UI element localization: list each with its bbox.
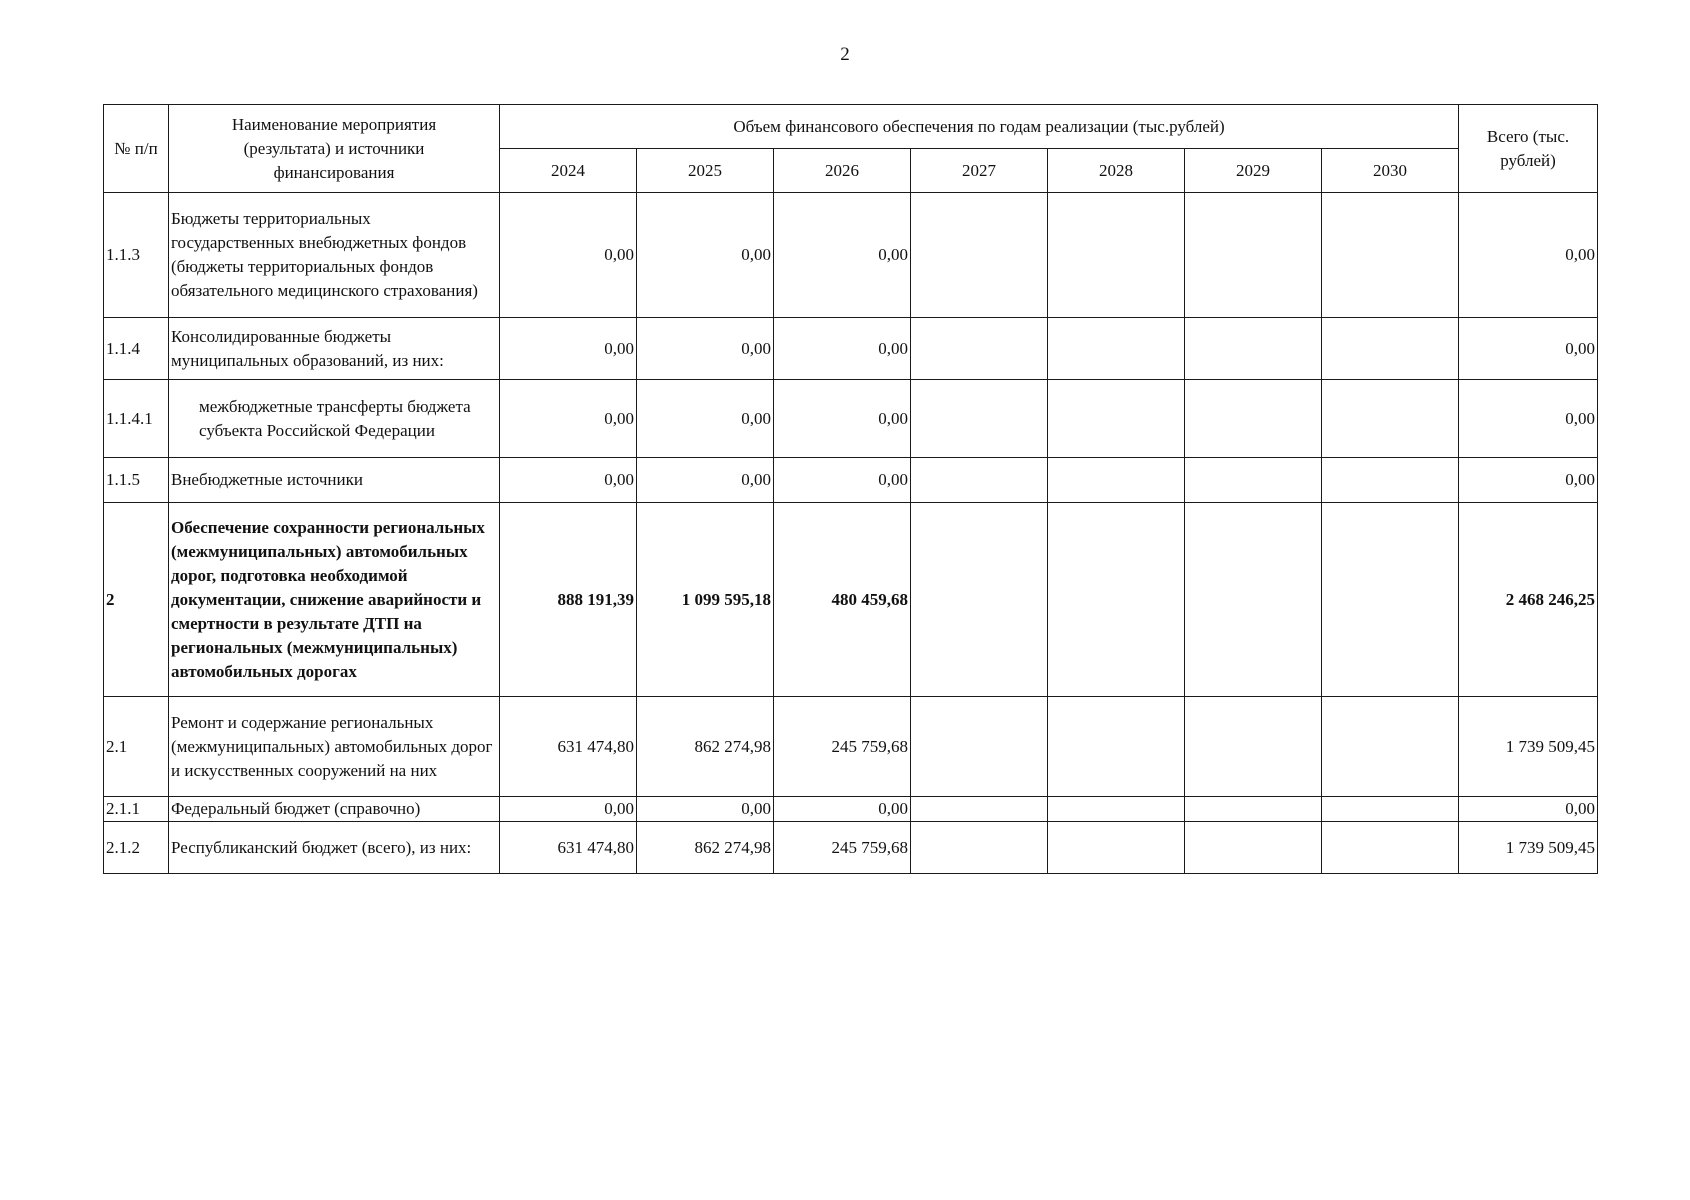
table-row [104, 193, 1598, 318]
row-number: 2.1.1 [104, 797, 169, 822]
row-value-2028 [1048, 503, 1185, 697]
row-value-2029 [1185, 458, 1322, 503]
row-value-2027 [911, 503, 1048, 697]
row-value-2024: 631 474,80 [500, 697, 637, 797]
row-value-2028 [1048, 697, 1185, 797]
row-name: Республиканский бюджет (всего), из них: [169, 822, 500, 874]
row-value-2029 [1185, 822, 1322, 874]
header-year: 2029 [1185, 149, 1322, 193]
header-volume: Объем финансового обеспечения по годам реализации (тыс.рублей) [500, 105, 1459, 149]
row-number: 2.1.2 [104, 822, 169, 874]
row-value-2030 [1322, 797, 1459, 822]
row-value-2030 [1322, 697, 1459, 797]
row-value-2027 [911, 822, 1048, 874]
row-value-2025: 0,00 [637, 193, 774, 318]
row-value-2025: 862 274,98 [637, 822, 774, 874]
table-row [104, 797, 1598, 822]
row-value-2027 [911, 458, 1048, 503]
header-year: 2025 [637, 149, 774, 193]
row-total: 1 739 509,45 [1459, 822, 1598, 874]
table-row [104, 458, 1598, 503]
row-value-2025: 0,00 [637, 458, 774, 503]
row-value-2028 [1048, 822, 1185, 874]
row-value-2028 [1048, 797, 1185, 822]
row-value-2024: 0,00 [500, 797, 637, 822]
row-name: межбюджетные трансферты бюджета субъекта Российской Федерации [169, 380, 500, 458]
row-number: 2 [104, 503, 169, 697]
row-value-2027 [911, 380, 1048, 458]
row-number: 2.1 [104, 697, 169, 797]
table-header [104, 105, 1598, 193]
row-value-2029 [1185, 193, 1322, 318]
row-value-2030 [1322, 380, 1459, 458]
row-number: 1.1.5 [104, 458, 169, 503]
row-value-2030 [1322, 193, 1459, 318]
page-number: 2 [840, 44, 850, 65]
header-total: Всего (тыс. рублей) [1459, 105, 1598, 193]
row-name: Обеспечение сохранности региональных (межмуниципальных) автомобильных дорог, подготовка необходимой документации, снижение аварийности и смертности в результате ДТП на региональных (межмуниципальных) автомобильных дорогах [169, 503, 500, 697]
row-value-2025: 1 099 595,18 [637, 503, 774, 697]
row-value-2029 [1185, 697, 1322, 797]
row-total: 0,00 [1459, 193, 1598, 318]
row-value-2028 [1048, 193, 1185, 318]
header-name: Наименование мероприятия (результата) и источники финансирования [169, 105, 500, 193]
header-year: 2024 [500, 149, 637, 193]
row-name: Ремонт и содержание региональных (межмуниципальных) автомобильных дорог и искусственных сооружений на них [169, 697, 500, 797]
row-name: Консолидированные бюджеты муниципальных образований, из них: [169, 318, 500, 380]
row-value-2024: 0,00 [500, 380, 637, 458]
row-name: Бюджеты территориальных государственных внебюджетных фондов (бюджеты территориальных фондов обязательного медицинского страхования) [169, 193, 500, 318]
row-total: 1 739 509,45 [1459, 697, 1598, 797]
row-value-2029 [1185, 797, 1322, 822]
row-value-2024: 0,00 [500, 458, 637, 503]
row-value-2026: 0,00 [774, 458, 911, 503]
row-name: Федеральный бюджет (справочно) [169, 797, 500, 822]
row-total: 0,00 [1459, 380, 1598, 458]
row-value-2026: 480 459,68 [774, 503, 911, 697]
row-value-2028 [1048, 318, 1185, 380]
header-year: 2027 [911, 149, 1048, 193]
row-value-2030 [1322, 458, 1459, 503]
row-value-2026: 0,00 [774, 797, 911, 822]
row-value-2029 [1185, 380, 1322, 458]
header-year: 2028 [1048, 149, 1185, 193]
row-value-2029 [1185, 503, 1322, 697]
row-value-2027 [911, 797, 1048, 822]
row-number: 1.1.4.1 [104, 380, 169, 458]
header-year: 2026 [774, 149, 911, 193]
row-value-2024: 631 474,80 [500, 822, 637, 874]
row-total: 0,00 [1459, 318, 1598, 380]
row-value-2024: 0,00 [500, 193, 637, 318]
row-value-2025: 0,00 [637, 318, 774, 380]
table-body [104, 193, 1598, 874]
table-row [104, 697, 1598, 797]
row-value-2024: 888 191,39 [500, 503, 637, 697]
table-row [104, 380, 1598, 458]
row-value-2030 [1322, 503, 1459, 697]
header-num: № п/п [104, 105, 169, 193]
row-value-2025: 0,00 [637, 797, 774, 822]
row-value-2027 [911, 697, 1048, 797]
row-value-2029 [1185, 318, 1322, 380]
row-value-2025: 862 274,98 [637, 697, 774, 797]
row-value-2026: 0,00 [774, 193, 911, 318]
row-number: 1.1.4 [104, 318, 169, 380]
header-year: 2030 [1322, 149, 1459, 193]
row-value-2030 [1322, 318, 1459, 380]
row-value-2028 [1048, 458, 1185, 503]
row-value-2028 [1048, 380, 1185, 458]
row-number: 1.1.3 [104, 193, 169, 318]
table-row [104, 503, 1598, 697]
row-name: Внебюджетные источники [169, 458, 500, 503]
row-value-2024: 0,00 [500, 318, 637, 380]
row-value-2027 [911, 318, 1048, 380]
table-row [104, 822, 1598, 874]
row-value-2025: 0,00 [637, 380, 774, 458]
row-total: 0,00 [1459, 458, 1598, 503]
row-value-2026: 245 759,68 [774, 697, 911, 797]
row-total: 2 468 246,25 [1459, 503, 1598, 697]
financing-table [103, 104, 1598, 874]
row-value-2026: 0,00 [774, 318, 911, 380]
row-total: 0,00 [1459, 797, 1598, 822]
row-value-2027 [911, 193, 1048, 318]
row-value-2030 [1322, 822, 1459, 874]
row-value-2026: 0,00 [774, 380, 911, 458]
table-row [104, 318, 1598, 380]
row-value-2026: 245 759,68 [774, 822, 911, 874]
